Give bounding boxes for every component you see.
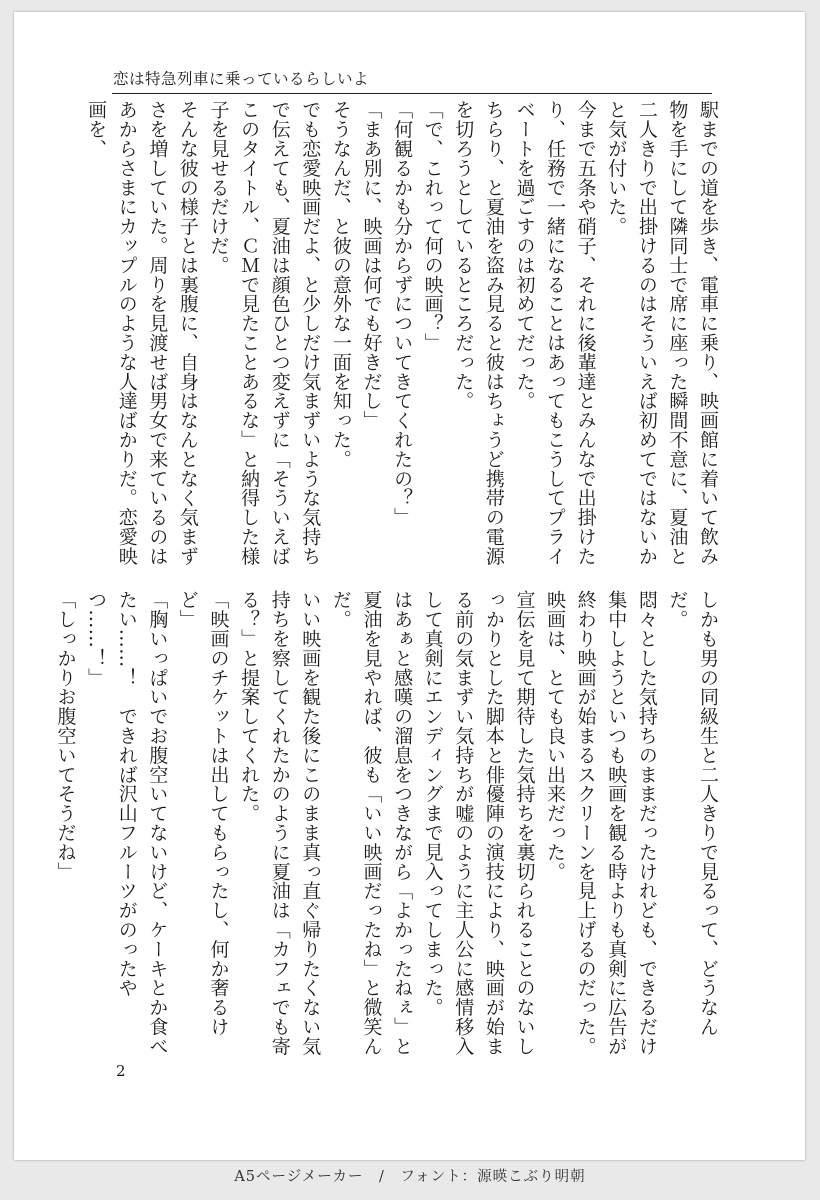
- paragraph: いい映画を観た後にこのまま真っ直ぐ帰りたくない気持ちを察してくれたかのように夏油は「カフェでも寄る？」と提案してくれた。: [238, 590, 322, 1056]
- footer-credit: A5ページメーカー / フォント：源暎こぶり明朝: [234, 1169, 586, 1185]
- paragraph: 駅までの道を歩き、電車に乗り、映画館に着いて飲み物を手にして隣同士で席に座った瞬間不意に、夏油と二人きりで出掛けるのはそういえば初めてではないかと気が付いた。: [605, 100, 719, 566]
- paragraph: しかも男の同級生と二人きりで見るって、どうなんだ。: [666, 590, 719, 1037]
- paragraph: 「何観るかも分からずについてきてくれたの？」: [391, 100, 414, 527]
- paragraph: そうなんだ、と彼の意外な一面を知った。: [329, 100, 352, 469]
- paragraph: はあぁと感嘆の溜息をつきながら「よかったねぇ」と夏油を見やれば、彼も「いい映画だったね」と微笑んだ。: [329, 590, 414, 1056]
- paragraph: 「胸いっぱいでお腹空いてないけど、ケーキとか食べたい……！ できれば沢山フルーツがのったやつ……！」: [85, 590, 169, 1056]
- text-column-top: [81, 100, 723, 570]
- running-title: 恋は特急列車に乗っているらしいよ: [113, 70, 370, 88]
- paragraph: 今まで五条や硝子、それに後輩達とみんなで出掛けたり、任務で一緒になることはあってもこうしてプライベートを過ごすのは初めてだった。: [513, 100, 597, 566]
- paragraph: 「映画のチケットは出してもらったし、何か奢るけど」: [176, 590, 230, 1037]
- paragraph: 「しっかりお腹空いてそうだね」: [54, 590, 77, 881]
- header-rule: [112, 93, 712, 94]
- paragraph: 悶々とした気持ちのままだったけれども、できるだけ集中しようといつも映画を観る時よりも真剣に広告が終わり映画が始まるスクリーンを見上げるのだった。: [574, 590, 658, 1056]
- paragraph: でも恋愛映画だよ、と少しだけ気まずいような気持ちで伝えても、夏油は顔色ひとつ変えずに「そういえばこのタイトル、ＣＭで見たことあるな」と納得した様子を見せるだけだ。: [207, 100, 322, 566]
- text-column-bottom: [50, 590, 723, 1060]
- paragraph: 映画は、とても良い出来だった。: [544, 590, 567, 881]
- paragraph: 「まあ別に、映画は何でも好きだし」: [360, 100, 383, 430]
- paragraph: 「で、これって何の映画？」: [421, 100, 444, 353]
- page-number: 2: [116, 1062, 126, 1080]
- paragraph: ちらり、と夏油を盗み見ると彼はちょうど携帯の電源を切ろうとしているところだった。: [452, 100, 505, 566]
- paragraph: 宣伝を見て期待した気持ちを裏切られることのないしっかりとした脚本と俳優陣の演技により、映画が始まる前の気まずい気持ちが嘘のように主人公に感情移入して真剣にエンディングまで見入ってしまった。: [421, 590, 536, 1056]
- paragraph: そんな彼の様子とは裏腹に、自身はなんとなく気まずさを増していた。周りを見渡せば男女で来ているのはあからさまにカップルのような人達ばかりだ。恋愛映画を、: [85, 100, 199, 566]
